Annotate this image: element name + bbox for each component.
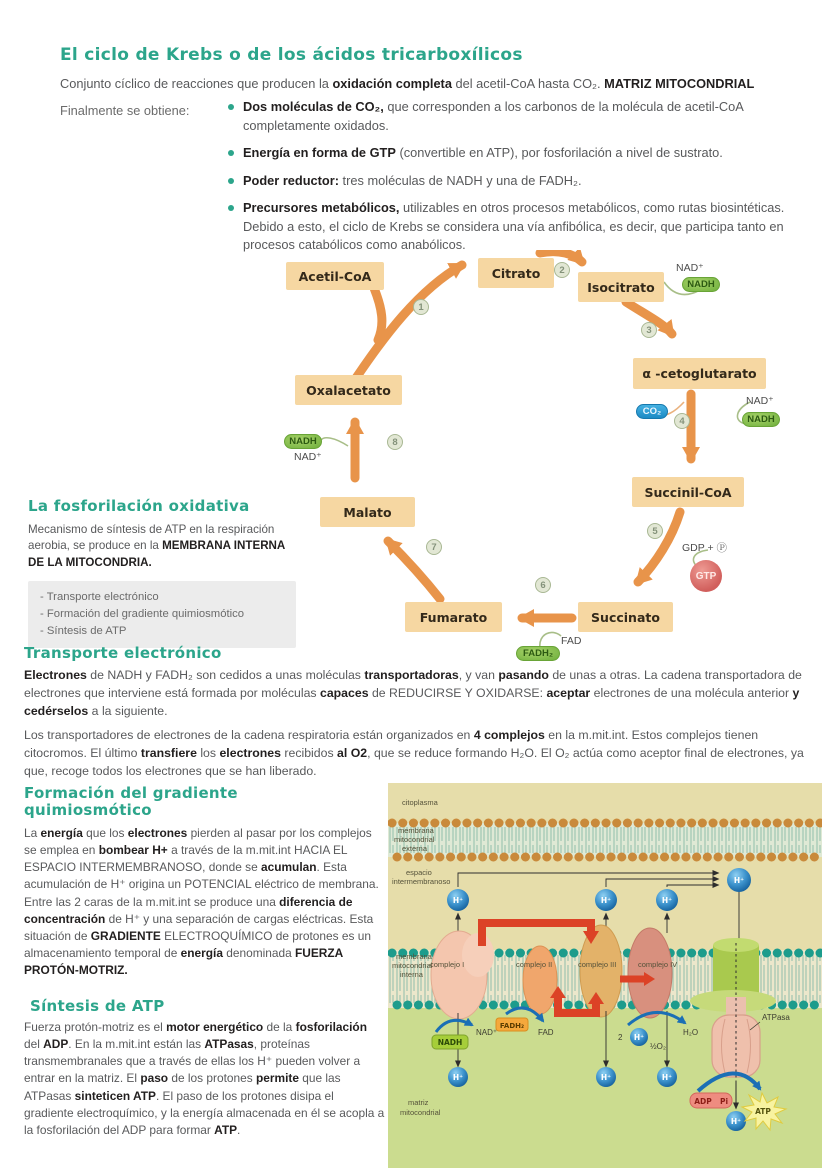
h-plus-sphere bbox=[448, 1067, 468, 1087]
fosforilacion-title: La fosforilación oxidativa bbox=[28, 497, 250, 515]
step-circle-6: 6 bbox=[535, 577, 551, 593]
h-plus-sphere bbox=[657, 1067, 677, 1087]
gtp-circle: GTP bbox=[690, 560, 722, 592]
node-fumarato: Fumarato bbox=[405, 602, 502, 632]
phase-item: - Transporte electrónico bbox=[40, 591, 159, 603]
sintesis-paragraph: Fuerza protón-motriz es el motor energético de la fosforilación del ADP. En la m.mit.int están las ATPasas, proteínas transmembranales que a través de ellas los H⁺ pueden volver a entrar en la matriz. El paso de los protones permite que las ATPasas sinteticen ATP. El paso de los protones disipa el gradiente electroquímico, y la energía almacenada en él se acopla a la fosforilación del ADP para formar ATP. bbox=[24, 1020, 385, 1137]
bullet-text: Poder reductor: tres moléculas de NADH y una de FADH₂. bbox=[243, 172, 582, 188]
intro-paragraph: Conjunto cíclico de reacciones que producen la oxidación completa del acetil-CoA hasta CO₂. MATRIZ MITOCONDRIAL bbox=[60, 76, 755, 91]
mitochondria-diagram bbox=[388, 783, 822, 1173]
svg-text:H⁺: H⁺ bbox=[452, 1073, 464, 1082]
transporte-title: Transporte electrónico bbox=[24, 644, 222, 662]
phase-item: - Formación del gradiente quimiosmótico bbox=[40, 607, 245, 620]
h-plus-sphere bbox=[726, 1111, 746, 1131]
svg-text:ADP: ADP bbox=[694, 1097, 712, 1106]
svg-text:H⁺: H⁺ bbox=[600, 896, 612, 905]
nad-label-3: NAD⁺ bbox=[294, 451, 322, 463]
h2o-label: H₂O bbox=[683, 1028, 699, 1037]
list-item bbox=[228, 199, 794, 255]
node-cetoglutarato: α -cetoglutarato bbox=[633, 358, 766, 389]
svg-text:Pi: Pi bbox=[719, 1097, 729, 1106]
outer-membrane bbox=[388, 823, 822, 857]
atpasa-label: ATPasa bbox=[762, 1013, 790, 1022]
inner-membrane-label: interna bbox=[400, 970, 423, 979]
citoplasma-label: citoplasma bbox=[402, 798, 438, 807]
fadh2-pill: FADH₂ bbox=[516, 646, 560, 661]
bullet-text: Dos moléculas de CO₂, que corresponden a los carbonos de la molécula de acetil-CoA completamente oxidados. bbox=[243, 99, 744, 133]
inner-membrane-label: mitocondrial bbox=[392, 961, 433, 970]
krebs-cycle-diagram bbox=[278, 250, 808, 665]
fosforilacion-paragraph: Mecanismo de síntesis de ATP en la respiración aerobia, se produce en la MEMBRANA INTERNA DE LA MITOCONDRIA. bbox=[28, 523, 285, 569]
node-isocitrato: Isocitrato bbox=[578, 272, 664, 302]
svg-text:H⁺: H⁺ bbox=[661, 1073, 673, 1082]
node-succinato: Succinato bbox=[578, 602, 673, 632]
fad-label: FAD bbox=[561, 635, 582, 647]
node-citrato: Citrato bbox=[478, 258, 554, 288]
svg-text:H⁺: H⁺ bbox=[600, 1073, 612, 1082]
node-malato: Malato bbox=[320, 497, 415, 527]
node-acetil-coa: Acetil-CoA bbox=[286, 262, 384, 290]
mitochondria-svg bbox=[388, 783, 822, 1168]
list-item bbox=[228, 144, 794, 163]
h-plus-sphere bbox=[595, 889, 617, 911]
bullet-text: Energía en forma de GTP (convertible en ATP), por fosforilación a nivel de sustrato. bbox=[243, 145, 723, 161]
complejo-1-label: complejo I bbox=[430, 960, 465, 969]
bullet-text: Precursores metabólicos, utilizables en otros procesos metabólicos, como rutas biosintéticas. Debido a esto, el ciclo de Krebs se considera una vía anfibólica, es decir, que participa tanto en procesos catabólicos como anabólicos. bbox=[243, 200, 785, 253]
step-circle-3: 3 bbox=[641, 322, 657, 338]
co2-pill: CO₂ bbox=[636, 404, 668, 419]
cycle-arrows-layer bbox=[278, 250, 808, 665]
step-circle-8: 8 bbox=[387, 434, 403, 450]
espacio-label: intermembranoso bbox=[392, 877, 451, 886]
fad-label: FAD bbox=[538, 1028, 554, 1037]
outer-membrane-label: membrana bbox=[398, 826, 434, 835]
half-o2-label: ½O₂ bbox=[650, 1042, 666, 1051]
obtains-label: Finalmente se obtiene: bbox=[60, 103, 190, 118]
complejo-4-label: complejo IV bbox=[638, 960, 678, 969]
transporte-paragraph-1: Electrones de NADH y FADH₂ son cedidos a unas moléculas transportadoras, y van pasando de unas a otras. La cadena transportadora de electrones que interviene está formada por moléculas capaces de REDUCIRSE Y OXIDARSE: aceptar electrones de una molécula anterior y cedérselos a la siguiente. bbox=[24, 668, 802, 719]
svg-text:H⁺: H⁺ bbox=[733, 876, 745, 885]
nad-label-1: NAD⁺ bbox=[676, 262, 704, 274]
h-plus-sphere bbox=[447, 889, 469, 911]
bullet-icon bbox=[228, 205, 234, 211]
atpase-head bbox=[712, 1015, 760, 1077]
svg-text:ATP: ATP bbox=[755, 1107, 771, 1116]
list-item bbox=[228, 172, 794, 191]
svg-text:H⁺: H⁺ bbox=[661, 896, 673, 905]
svg-text:H⁺: H⁺ bbox=[730, 1117, 742, 1126]
nad-label: NAD⁺ bbox=[476, 1028, 498, 1037]
matriz-label: mitocondrial bbox=[400, 1108, 441, 1117]
bullet-icon bbox=[228, 178, 234, 184]
outer-membrane-label: externa bbox=[402, 844, 428, 853]
complejo-2-label: complejo II bbox=[516, 960, 553, 969]
nadh-pill-3: NADH bbox=[284, 434, 322, 449]
transporte-paragraph-2: Los transportadores de electrones de la cadena respiratoria están organizados en 4 complejos en la m.mit.int. Estos complejos tienen citocromos. El último transfiere los electrones recibidos al O2, que se reduce formando H₂O. El O₂ actúa como aceptor final de electrones, ya que, recoge todos los electrones que se han liberado. bbox=[24, 728, 804, 779]
nadh-pill-1: NADH bbox=[682, 277, 720, 292]
step-circle-5: 5 bbox=[647, 523, 663, 539]
espacio-label: espacio bbox=[406, 868, 432, 877]
page-title: El ciclo de Krebs o de los ácidos tricarboxílicos bbox=[60, 45, 523, 65]
hook-nadh-malato bbox=[321, 438, 348, 446]
arrow-acetil-branch bbox=[374, 288, 382, 340]
step-circle-7: 7 bbox=[426, 539, 442, 555]
node-succinil-coa: Succinil-CoA bbox=[632, 477, 744, 507]
h-plus-sphere bbox=[596, 1067, 616, 1087]
phase-item: - Síntesis de ATP bbox=[40, 624, 127, 637]
svg-text:H⁺: H⁺ bbox=[633, 1033, 645, 1042]
step-circle-2: 2 bbox=[554, 262, 570, 278]
phases-list-box bbox=[28, 581, 296, 648]
h-plus-sphere bbox=[630, 1028, 648, 1046]
sintesis-title: Síntesis de ATP bbox=[30, 997, 165, 1015]
outer-membrane-label: mitocondrial bbox=[394, 835, 435, 844]
gradiente-paragraph: La energía que los electrones pierden al pasar por los complejos se emplea en bombear H+ a través de la m.mit.int HACIA EL ESPACIO INTERMEMBRANOSO, donde se acumulan. Esta acumulación de H⁺ origina un POTENCIAL eléctrico de membrana. Entre las 2 caras de la m.mit.int se produce una diferencia de concentración de H⁺ y una separación de cargas eléctricas. Esta situación de GRADIENTE ELECTROQUÍMICO de protones es un almacenamiento temporal de energía denominada FUERZA PROTÓN-MOTRIZ. bbox=[24, 826, 379, 978]
svg-text:NADH: NADH bbox=[437, 1038, 463, 1047]
arrow-step5 bbox=[638, 512, 680, 582]
h-plus-sphere bbox=[656, 889, 678, 911]
gradiente-title: Formación del gradiente quimiosmótico bbox=[24, 784, 238, 819]
list-item bbox=[228, 98, 794, 135]
results-bullet-list bbox=[228, 98, 794, 264]
nadh-pill-2: NADH bbox=[742, 412, 780, 427]
step-circle-1: 1 bbox=[413, 299, 429, 315]
complejo-2-shape bbox=[523, 946, 557, 1014]
h-plus-sphere bbox=[727, 868, 751, 892]
bullet-icon bbox=[228, 150, 234, 156]
two-label: 2 bbox=[618, 1033, 623, 1042]
complejo-3-label: complejo III bbox=[578, 960, 617, 969]
svg-text:FADH₂: FADH₂ bbox=[499, 1022, 525, 1030]
complejo-4-shape bbox=[628, 928, 672, 1018]
cycle-arrow-set bbox=[355, 252, 691, 618]
step-circle-4: 4 bbox=[674, 413, 690, 429]
matriz-label: matriz bbox=[408, 1098, 429, 1107]
inner-membrane-label: membrana bbox=[396, 952, 432, 961]
nad-label-2: NAD⁺ bbox=[746, 395, 774, 407]
svg-text:H⁺: H⁺ bbox=[452, 896, 464, 905]
bullet-icon bbox=[228, 104, 234, 110]
node-oxalacetato: Oxalacetato bbox=[295, 375, 402, 405]
gdp-pi-label: GDP + Ⓟ bbox=[682, 542, 728, 554]
